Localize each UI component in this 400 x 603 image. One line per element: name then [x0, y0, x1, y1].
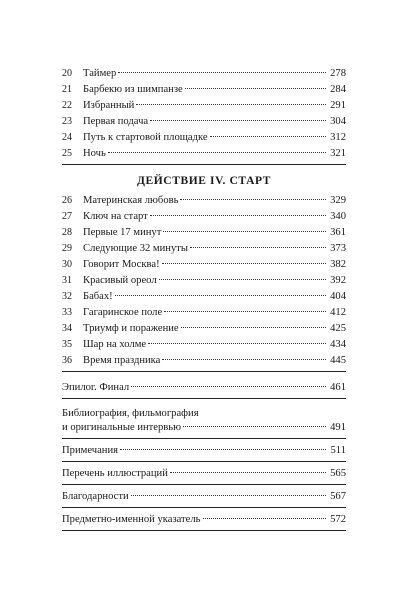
entry-title-line1: Библиография, фильмография [62, 408, 199, 419]
entry-title: Первая подача [83, 116, 149, 127]
entry-title: Ночь [83, 148, 106, 159]
dot-leader [162, 359, 326, 360]
toc-entry[interactable] [62, 512, 346, 528]
entry-title: Эпилог. Финал [62, 382, 130, 393]
chapter-number: 20 [62, 68, 72, 79]
toc-entry-bibliography[interactable] [62, 407, 346, 435]
entry-page: 373 [330, 243, 346, 254]
entry-title: Красивый ореол [83, 275, 157, 286]
dot-leader [181, 327, 326, 328]
entry-title: Барбекю из шимпанзе [83, 84, 183, 95]
toc-entry[interactable] [62, 146, 346, 162]
dot-leader [183, 426, 326, 427]
chapter-number: 23 [62, 116, 72, 127]
dot-leader [148, 343, 326, 344]
entry-page: 382 [330, 259, 346, 270]
dot-leader [150, 215, 326, 216]
entry-page: 461 [330, 382, 346, 393]
dot-leader [150, 120, 326, 121]
chapter-number: 35 [62, 339, 72, 350]
toc-entry[interactable] [62, 98, 346, 114]
entry-page: 361 [330, 227, 346, 238]
table-of-contents [62, 66, 346, 531]
entry-title: Триумф и поражение [83, 323, 179, 334]
entry-title: Избранный [83, 100, 135, 111]
entry-title: Ключ на старт [83, 211, 148, 222]
entry-title: Первые 17 минут [83, 227, 162, 238]
chapter-number: 24 [62, 132, 72, 143]
toc-entry[interactable] [62, 321, 346, 337]
entry-title: Следующие 32 минуты [83, 243, 189, 254]
entry-page: 434 [330, 339, 346, 350]
entry-page: 491 [330, 422, 346, 433]
dot-leader [159, 279, 326, 280]
entry-page: 511 [330, 445, 346, 456]
entry-title: Путь к стартовой площадке [83, 132, 208, 143]
entry-page: 304 [330, 116, 346, 127]
toc-entry[interactable] [62, 114, 346, 130]
toc-entry[interactable] [62, 466, 346, 482]
dot-leader [163, 231, 326, 232]
part3-chapter-list [62, 66, 346, 162]
entry-page: 321 [330, 148, 346, 159]
chapter-number: 21 [62, 84, 72, 95]
section-divider [62, 164, 346, 165]
chapter-number: 27 [62, 211, 72, 222]
entry-title: Предметно-именной указатель [62, 514, 201, 525]
entry-title: Бабах! [83, 291, 113, 302]
toc-entry[interactable] [62, 130, 346, 146]
toc-entry[interactable] [62, 489, 346, 505]
entry-title: Шар на холме [83, 339, 147, 350]
entry-title: Гагаринское поле [83, 307, 163, 318]
entry-page: 340 [330, 211, 346, 222]
dot-leader [118, 72, 326, 73]
dot-leader [131, 386, 326, 387]
dot-leader [164, 311, 326, 312]
entry-title: Благодарности [62, 491, 129, 502]
chapter-number: 25 [62, 148, 72, 159]
toc-entry[interactable] [62, 241, 346, 257]
toc-entry[interactable] [62, 193, 346, 209]
entry-page: 312 [330, 132, 346, 143]
entry-page: 284 [330, 84, 346, 95]
toc-entry[interactable] [62, 443, 346, 459]
entry-page: 425 [330, 323, 346, 334]
chapter-number: 29 [62, 243, 72, 254]
chapter-number: 33 [62, 307, 72, 318]
dot-leader [115, 295, 326, 296]
dot-leader [190, 247, 326, 248]
entry-title: Время праздника [83, 355, 161, 366]
toc-entry[interactable] [62, 273, 346, 289]
entry-page: 392 [330, 275, 346, 286]
back-matter-list [62, 439, 346, 531]
dot-leader [170, 472, 326, 473]
dot-leader [203, 518, 326, 519]
dot-leader [210, 136, 326, 137]
section-divider [62, 530, 346, 531]
toc-entry[interactable] [62, 305, 346, 321]
dot-leader [136, 104, 326, 105]
entry-page: 565 [330, 468, 346, 479]
chapter-number: 34 [62, 323, 72, 334]
entry-page: 278 [330, 68, 346, 79]
dot-leader [185, 88, 326, 89]
toc-entry[interactable] [62, 337, 346, 353]
chapter-number: 28 [62, 227, 72, 238]
entry-title: Материнская любовь [83, 195, 179, 206]
toc-entry[interactable] [62, 225, 346, 241]
toc-entry[interactable] [62, 82, 346, 98]
dot-leader [120, 449, 326, 450]
entry-page: 412 [330, 307, 346, 318]
dot-leader [108, 152, 326, 153]
chapter-number: 30 [62, 259, 72, 270]
chapter-number: 32 [62, 291, 72, 302]
entry-title: Примечания [62, 445, 118, 456]
entry-title: Таймер [83, 68, 117, 79]
entry-title: Перечень иллюстраций [62, 468, 168, 479]
chapter-number: 36 [62, 355, 72, 366]
dot-leader [131, 495, 326, 496]
entry-title-line2: и оригинальные интервью [62, 422, 182, 433]
chapter-number: 26 [62, 195, 72, 206]
entry-page: 445 [330, 355, 346, 366]
toc-entry[interactable] [62, 66, 346, 82]
part4-heading: ДЕЙСТВИЕ IV. СТАРТ [136, 175, 272, 187]
chapter-number: 31 [62, 275, 72, 286]
toc-entry-epilogue[interactable] [62, 380, 346, 396]
chapter-number: 22 [62, 100, 72, 111]
entry-page: 567 [330, 491, 346, 502]
entry-title: Говорит Москва! [83, 259, 160, 270]
toc-entry[interactable] [62, 209, 346, 225]
entry-page: 572 [330, 514, 346, 525]
entry-page: 404 [330, 291, 346, 302]
entry-page: 291 [330, 100, 346, 111]
dot-leader [180, 199, 326, 200]
part4-chapter-list [62, 193, 346, 369]
toc-entry[interactable] [62, 257, 346, 273]
toc-entry[interactable] [62, 289, 346, 305]
toc-entry[interactable] [62, 353, 346, 369]
dot-leader [162, 263, 326, 264]
entry-page: 329 [330, 195, 346, 206]
